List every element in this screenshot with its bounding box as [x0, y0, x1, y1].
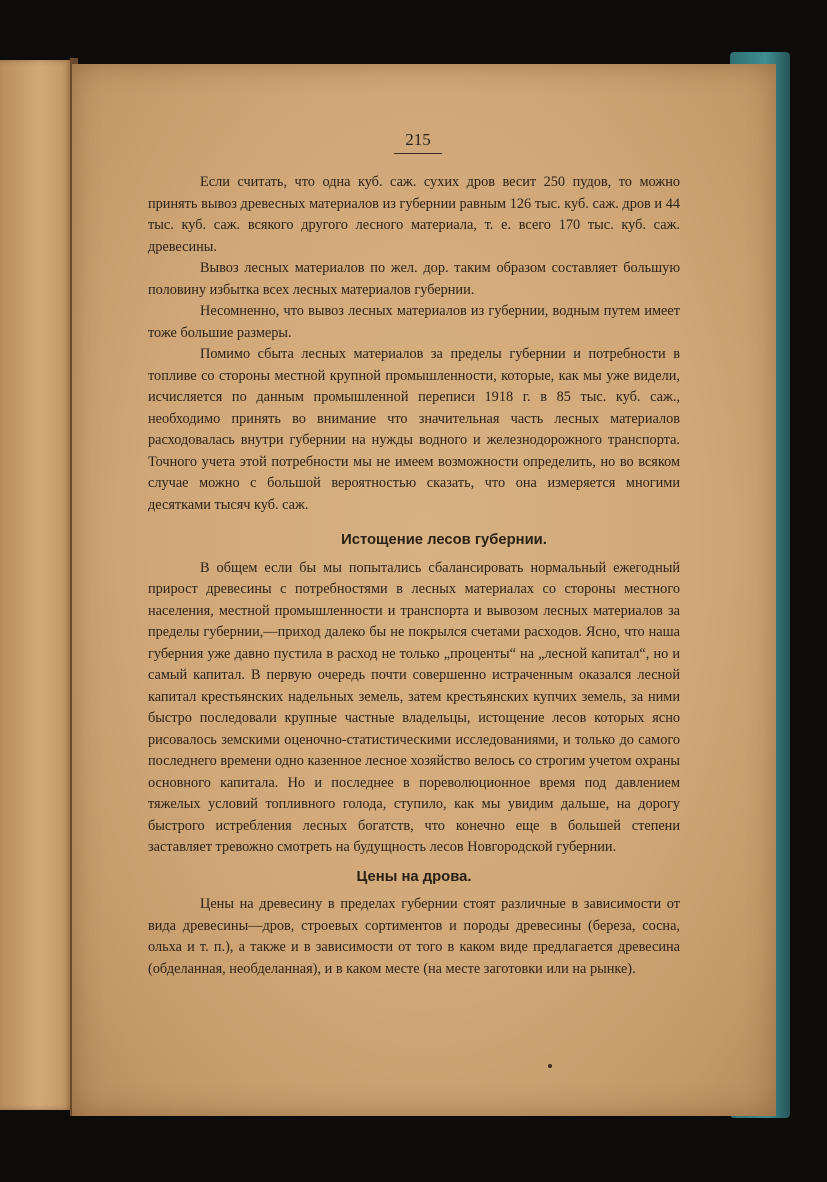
- paragraph-water-export: Несомненно, что вывоз лесных материалов из губернии, водным путем имеет тоже большие размеры.: [148, 303, 680, 341]
- heading-forest-depletion: Истощение лесов губернии.: [341, 532, 547, 548]
- paragraph-transport-needs: Помимо сбыта лесных материалов за пределы губернии и потребности в топливе со стороны местной крупной промышленности, которые, как мы уже видели, исчисляется по данным промышленной переписи 1918 г. в 85 тыс. куб. саж., необходимо принять во внимание что значительная часть лесных материалов расходовалась внутри губернии на нужды водного и железнодорожного транспорта. Точного учета этой потребности мы не имеем возможности определить, но во всяком случае можно с большой вероятностью сказать, что она измеряется многими десятками тысяч куб. саж.: [148, 346, 680, 513]
- page-number: 215: [394, 130, 442, 154]
- paragraph-forest-depletion: В общем если бы мы попытались сбалансировать нормальный ежегодный прирост древесины с потребностями в лесных материалах со стороны местного населения, местной промышленности и транспорта и вывозом лесных материалов за пределы губернии,—приход далеко бы не покрылся счетами расходов. Ясно, что наша губерния уже давно пустила в расход не только „проценты“ на „лесной капитал“, но и самый капитал. В первую очередь почти совершенно истраченным оказался лесной капитал крестьянских надельных земель, затем крестьянских купчих земель, за ними быстро последовали крупные частные владельцы, истощение лесов которых ясно рисовалось земскими оценочно-статистическими исследованиями, и только до самого последнего времени одно казенное лесное хозяйство велось со строгим учетом охраны основного капитала. Но и последнее в пореволюционное время под давлением тяжелых условий топливного голода, ступило, как мы увидим дальше, на дорогу быстрого истребления лесных богатств, что конечно еще в большей степени заставляет тревожно смотреть на будущность лесов Новгородской губернии.: [148, 559, 680, 855]
- paragraph-firewood-prices: Цены на древесину в пределах губернии стоят различные в зависимости от вида древесины—дров, строевых сортиментов и породы древесины (береза, сосна, ольха и т. п.), а также и в зависимости от того в каком виде предлагается древесина (обделанная, необделанная), и в каком месте (на месте заготовки или на рынке).: [148, 896, 680, 977]
- left-page-edge: [0, 60, 72, 1110]
- paragraph-rail-export: Вывоз лесных материалов по жел. дор. таким образом составляет большую половину избытка всех лесных материалов губернии.: [148, 260, 680, 298]
- paragraph-weight: Если считать, что одна куб. саж. сухих дров весит 250 пудов, то можно принять вывоз древесных материалов из губернии равным 126 тыс. куб. саж. дров и 44 тыс. куб. саж. всякого другого лесного материала, т. е. всего 170 тыс. куб. саж. древесины.: [148, 174, 680, 255]
- page-text: [148, 172, 680, 980]
- ink-speck: [548, 1064, 552, 1068]
- book-page: [72, 64, 776, 1116]
- heading-firewood-prices: Цены на дрова.: [356, 868, 472, 885]
